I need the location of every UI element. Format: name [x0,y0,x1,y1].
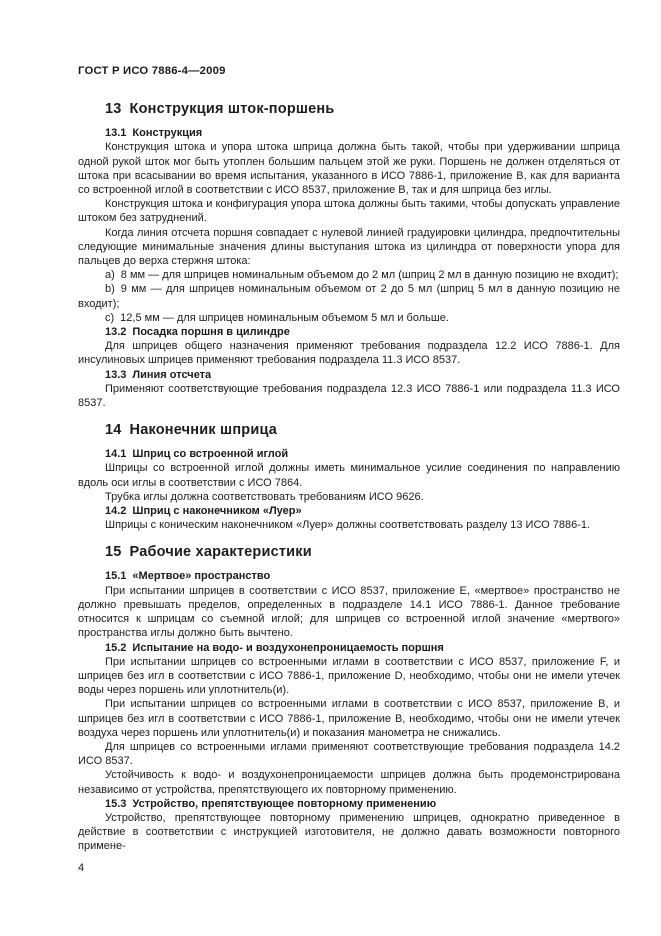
section-title: Конструкция шток-поршень [129,101,335,118]
subsection-title: Шприц с наконечником «Луер» [132,505,302,518]
subsection-title: «Мертвое» пространство [132,570,271,583]
paragraph: Шприцы с коническим наконечником «Луер» должны соответствовать разделу 13 ИСО 7886-1. [105,519,591,532]
subsection-number: 15.3 [105,797,127,810]
section-14 [78,420,620,532]
paragraph: Устройство, препятствующее повторному применению шприцев, однократно приведенное в действие в соответствии с инструкцией изготовителя, не должно давать возможности повторного примене- [78,811,620,853]
paragraph: Трубка иглы должна соответствовать требованиям ИСО 9626. [105,490,424,503]
section-number: 15 [105,544,122,561]
paragraph: Для шприцев со встроенными иглами применяют соответствующие требования подраздела 14.2 ИСО 8537. [78,740,620,768]
paragraph: Применяют соответствующие требования подраздела 12.3 ИСО 7886-1 или подраздела 11.3 ИСО 8537. [78,382,620,410]
paragraph: Когда линия отсчета поршня совпадает с нулевой линией градуировки цилиндра, предпочтительны следующие минимальные значения длины выступания штока из цилиндра от поверхности упора для пальцев до верха стержня штока: [78,226,620,268]
subsection-title: Линия отсчета [132,368,212,381]
paragraph: Устойчивость к водо- и воздухонепроницаемости шприцев должна быть продемонстрирована независимо от устройства, препятствующего их повторному применению. [78,769,620,796]
page-number: 4 [78,861,85,874]
list-item [78,311,620,325]
list-item-text: 12,5 мм — для шприцев номинальным объемом 5 мл и больше. [120,311,449,324]
section-number: 14 [105,422,122,439]
subsection-number: 14.1 [105,448,127,461]
list-item-label: a) [105,269,115,282]
paragraph: Конструкция штока и упора штока шприца должна быть такой, чтобы при удерживании шприца одной рукой шток мог быть утоплен большим пальцем этой же руки. Поршень не должен отделяться от штока при всасывании во время испытания, указанного в ИСО 7886-1, приложение B, как для варианта со встроенной иглой в соответствии с ИСО 8537, приложение B, так и для шприца без иглы. [78,141,620,197]
section-15 [78,542,620,853]
subsection-15-1-heading [105,569,620,583]
list-item-text: 9 мм — для шприцев номинальным объемом от 2 до 5 мл (шприц 5 мл в данную позицию не входит); [78,283,620,310]
paragraph: Шприцы со встроенной иглой должны иметь минимальное усилие соединения по направлению вдоль оси иглы в соответствии с ИСО 7864. [78,462,620,489]
section-number: 13 [105,101,122,118]
list-item-label: b) [105,283,115,296]
section-15-heading [105,542,620,562]
subsection-15-3-heading [105,797,620,811]
subsection-15-2-heading [105,641,620,655]
list-item [78,282,620,310]
section-title: Рабочие характеристики [129,544,312,561]
paragraph: Для шприцев общего назначения применяют требования подраздела 12.2 ИСО 7886-1. Для инсулиновых шприцев применяют требования подраздела 11.3 ИСО 8537. [78,340,620,367]
subsection-number: 13.3 [105,368,127,381]
running-header: ГОСТ Р ИСО 7886-4—2009 [78,65,226,77]
subsection-13-2-heading [105,325,620,339]
subsection-title: Конструкция [132,127,203,140]
subsection-number: 14.2 [105,505,127,518]
subsection-number: 13.1 [105,127,127,140]
section-title: Наконечник шприца [129,422,277,439]
subsection-14-2-heading [105,504,620,518]
subsection-title: Устройство, препятствующее повторному применению [132,797,437,810]
subsection-13-1-heading [105,126,620,140]
section-13 [78,99,620,410]
subsection-title: Испытание на водо- и воздухонепроницаемость поршня [132,641,444,654]
paragraph: Конструкция штока и конфигурация упора штока должны быть такими, чтобы допускать управление штоком без затруднений. [78,198,620,225]
subsection-13-3-heading [105,368,620,382]
paragraph: При испытании шприцев в соответствии с ИСО 8537, приложение E, «мертвое» пространство не должно превышать пределов, определенных в подразделе 14.1 ИСО 7886-1. Данное требование относится к шприцам со съемной иглой; для шприцев со встроенной иглой значение «мертвого» пространства иглы должно быть вычтено. [78,584,620,640]
section-13-heading [105,99,620,119]
list-item [78,268,620,282]
subsection-number: 13.2 [105,326,127,339]
subsection-title: Посадка поршня в цилиндре [132,326,290,339]
subsection-14-1-heading [105,447,620,461]
list-item-text: 8 мм — для шприцев номинальным объемом до 2 мл (шприц 2 мл в данную позицию не входит); [120,269,619,282]
subsection-number: 15.1 [105,570,127,583]
subsection-title: Шприц со встроенной иглой [132,448,289,461]
paragraph: При испытании шприцев со встроенными иглами в соответствии с ИСО 8537, приложение F, и шприцев без игл в соответствии с ИСО 7886-1, приложение D, необходимо, чтобы они не имели утечек воды через поршень или уплотнитель(и). [78,655,620,697]
paragraph: При испытании шприцев со встроенными иглами в соответствии с ИСО 8537, приложение B, и шприцев без игл в соответствии с ИСО 7886-1, приложение B, необходимо, чтобы они не имели утечек воздуха через поршень или уплотнитель(и) и показания манометра не снижались. [78,698,620,739]
section-14-heading [105,420,620,440]
subsection-number: 15.2 [105,641,127,654]
list-item-label: c) [105,311,115,324]
